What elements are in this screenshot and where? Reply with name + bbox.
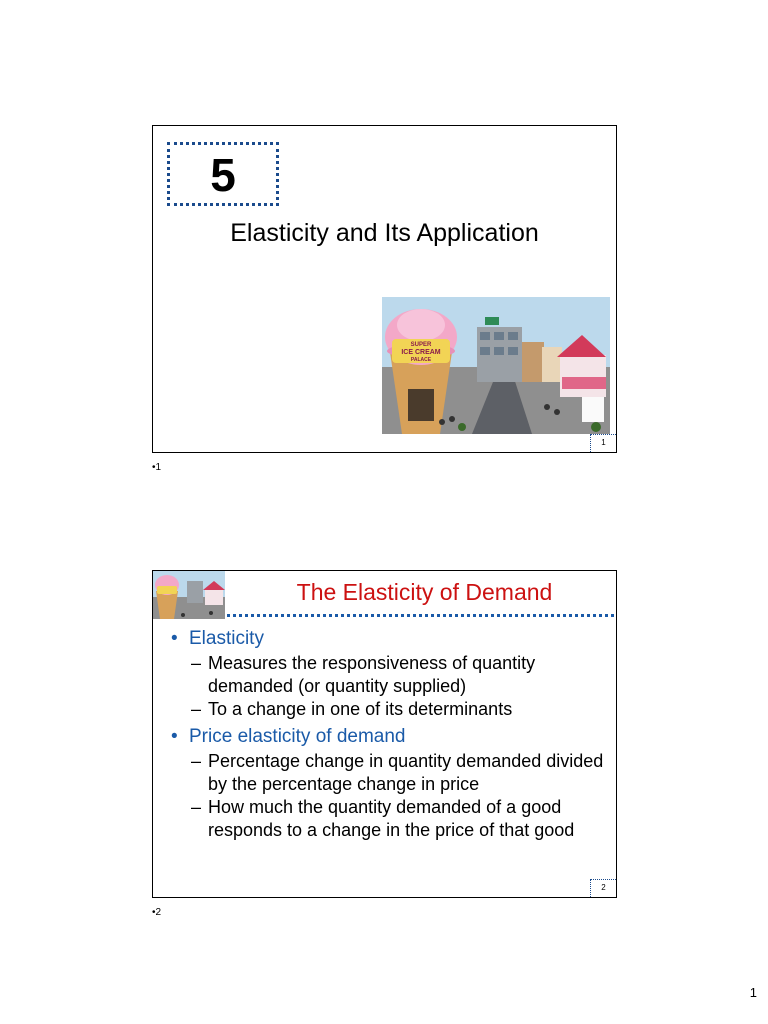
ice-cream-palace-illustration (382, 297, 610, 434)
bullet-elasticity: • Elasticity (171, 627, 608, 651)
slide-2-number: 2 (590, 879, 616, 897)
slide-1 (152, 125, 617, 453)
chapter-number: 5 (210, 149, 236, 201)
slide-2 (152, 570, 617, 898)
slide-1-caption: •1 (152, 462, 162, 473)
sub-bullet: – Measures the responsiveness of quantity demanded (or quantity supplied) (171, 652, 608, 698)
sub-bullet: – Percentage change in quantity demanded divided by the percentage change in price (171, 750, 608, 796)
sign-line-1: SUPER (410, 342, 432, 348)
chapter-number-box (167, 142, 279, 206)
title-divider (227, 614, 614, 617)
ice-cream-palace-thumbnail (153, 571, 225, 619)
slide-1-title: Elasticity and Its Application (230, 219, 539, 247)
slide-2-body (171, 625, 608, 842)
slide-1-number: 1 (590, 434, 616, 452)
sign-line-3: PALACE (410, 357, 432, 363)
slide-2-caption: •2 (152, 907, 162, 918)
sign-line-2: ICE CREAM (401, 349, 441, 356)
sub-bullet: – How much the quantity demanded of a good responds to a change in the price of that good (171, 796, 608, 842)
sub-bullet: – To a change in one of its determinants (171, 698, 608, 721)
page-number: 1 (749, 985, 757, 1000)
slide-2-title: The Elasticity of Demand (296, 579, 553, 605)
bullet-price-elasticity: • Price elasticity of demand (171, 725, 608, 749)
